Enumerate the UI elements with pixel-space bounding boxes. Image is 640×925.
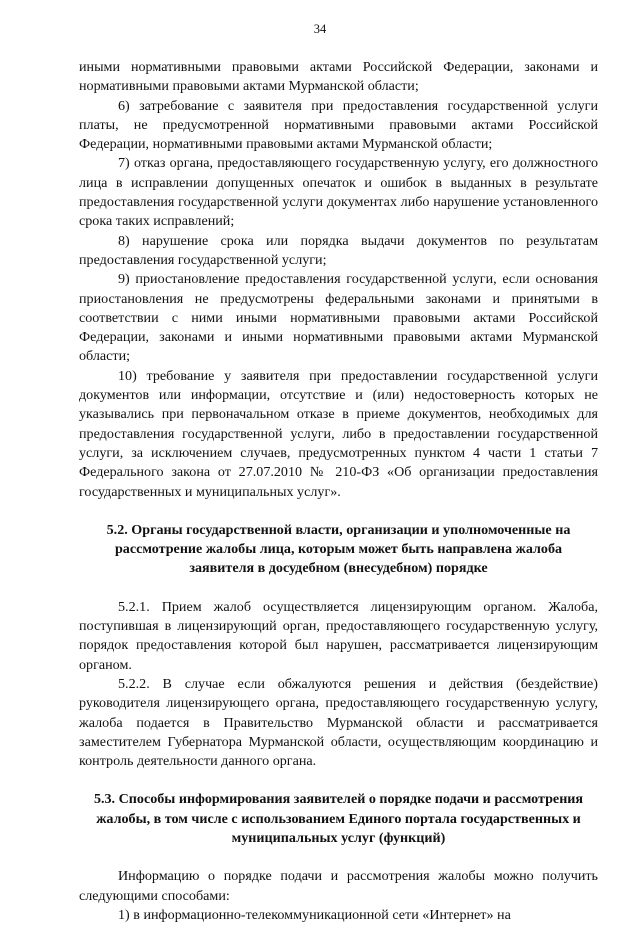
section-5-3-title: 5.3. Способы информирования заявителей о порядке подачи и рассмотрения жалобы, в том числе с использованием Единого портала государственных и муниципальных услуг (функций): [93, 791, 584, 846]
document-body: [79, 58, 598, 925]
list-item-10: 10) требование у заявителя при предоставлении государственной услуги документов или информации, отсутствие и (или) недостоверность которых не указывались при первоначальном отказе в приеме документов, необходимых для предоставления государственной услуги, либо в предоставлении государственной услуги, за исключением случаев, предусмотренных пунктом 4 части 1 статьи 7 Федерального закона от 27.07.2010 № 210-ФЗ «Об организации предоставления государственных и муниципальных услуг».: [79, 367, 598, 500]
section-5-2-title: 5.2. Органы государственной власти, организации и уполномоченные на рассмотрение жалобы лица, которым может быть направлена жалоба заявителя в досудебном (внесудебном) порядке: [106, 521, 571, 577]
list-item-6: 6) затребование с заявителя при предоставления государственной услуги платы, не предусмотренной нормативными правовыми актами Российской Федерации, нормативными правовыми актами Мурманской области;: [79, 97, 598, 153]
paragraph-continued: иными нормативными правовыми актами Российской Федерации, законами и нормативными правовыми актами Мурманской области;: [79, 59, 598, 95]
paragraph-5-2-2: 5.2.2. В случае если обжалуются решения и действия (бездействие) руководителя лицензирующего органа, предоставляющего государственную услугу, жалоба подается в Правительство Мурманской области и рассматривается заместителем Губернатора Мурманской области, осуществляющим координацию и контроль деятельности данного органа.: [79, 675, 598, 770]
list-item-8: 8) нарушение срока или порядка выдачи документов по результатам предоставления государственной услуги;: [79, 232, 598, 268]
list-item-1: 1) в информационно-телекоммуникационной сети «Интернет» на: [118, 906, 511, 923]
page-number: 34: [313, 22, 327, 36]
list-item-9: 9) приостановление предоставления государственной услуги, если основания приостановления не предусмотрены федеральными законами и принятыми в соответствии с ними иными нормативными правовыми актами Российской Федерации, законами и иными нормативными правовыми актами Мурманской области;: [79, 271, 598, 365]
paragraph-5-3-intro: Информацию о порядке подачи и рассмотрения жалобы можно получить следующими способами:: [79, 868, 598, 904]
list-item-7: 7) отказ органа, предоставляющего государственную услугу, его должностного лица в исправлении допущенных опечаток и ошибок в выданных в результате предоставления государственной услуги документах либо нарушение установленного срока таких исправлений;: [79, 155, 598, 230]
paragraph-5-2-1: 5.2.1. Прием жалоб осуществляется лицензирующим органом. Жалоба, поступившая в лицензирующий орган, предоставляющего государственную услугу, порядок предоставления которой был нарушен, рассматривается лицензирующим органом.: [79, 598, 598, 673]
